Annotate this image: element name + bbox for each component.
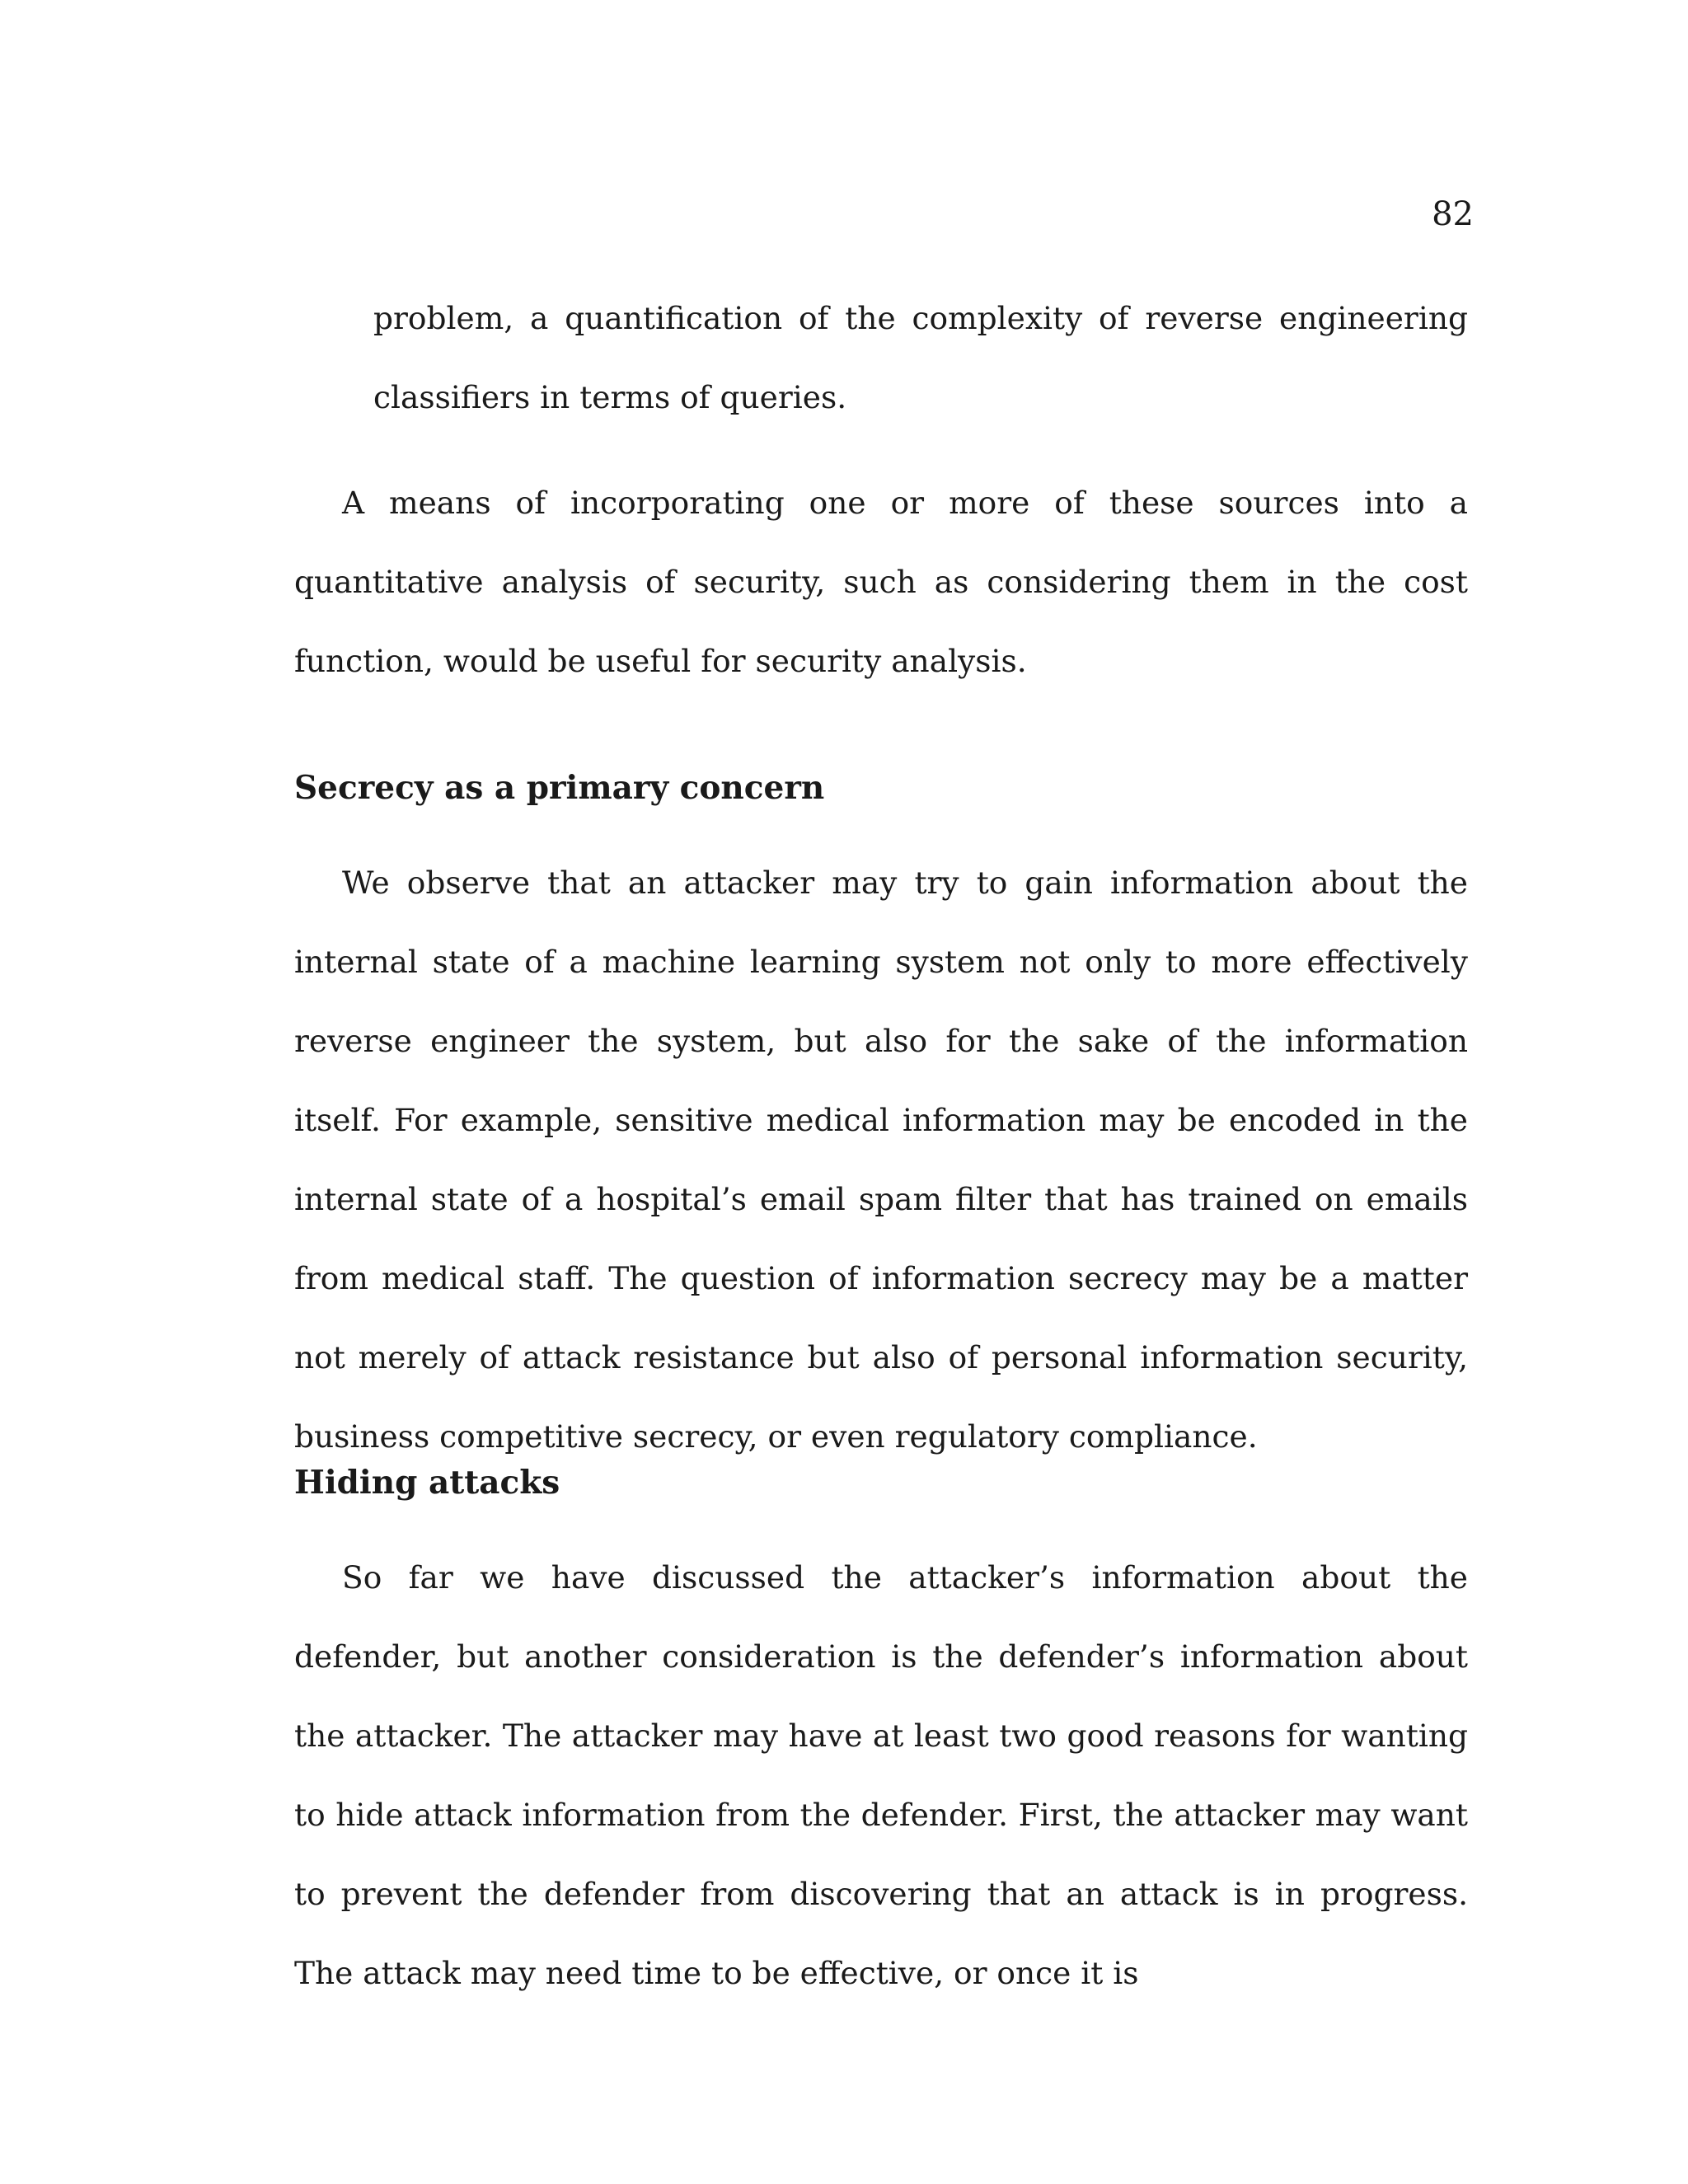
continuation-list-item: problem, a quantification of the complexity of reverse engineering classifiers in terms of queries. [373,300,1468,415]
page-number: 82 [1432,195,1474,233]
paragraph-hiding-attacks: So far we have discussed the attacker’s information about the defender, but another consideration is the defender’s information about the attacker. The attacker may have at least two good reasons for wanting to hide attack information from the defender. First, the attacker may want to prevent the defender from discovering that an attack is in progress. The attack may need time to be effective, or once it is [294,1559,1468,1991]
paragraph-secrecy: We observe that an attacker may try to gain information about the internal state of a machine learning system not only to more effectively reverse engineer the system, but also for the sake of the information itself. For example, sensitive medical information may be encoded in the internal state of a hospital’s email spam filter that has trained on emails from medical staff. The question of information secrecy may be a matter not merely of attack resistance but also of personal information security, business competitive secrecy, or even regulatory compliance. [294,865,1468,1455]
paragraph-cost-function: A means of incorporating one or more of these sources into a quantitative analysis of security, such as considering them in the cost function, would be useful for security analysis. [294,485,1468,679]
section-heading-hiding-attacks: Hiding attacks [294,1464,560,1502]
section-heading-secrecy: Secrecy as a primary concern [294,769,825,807]
